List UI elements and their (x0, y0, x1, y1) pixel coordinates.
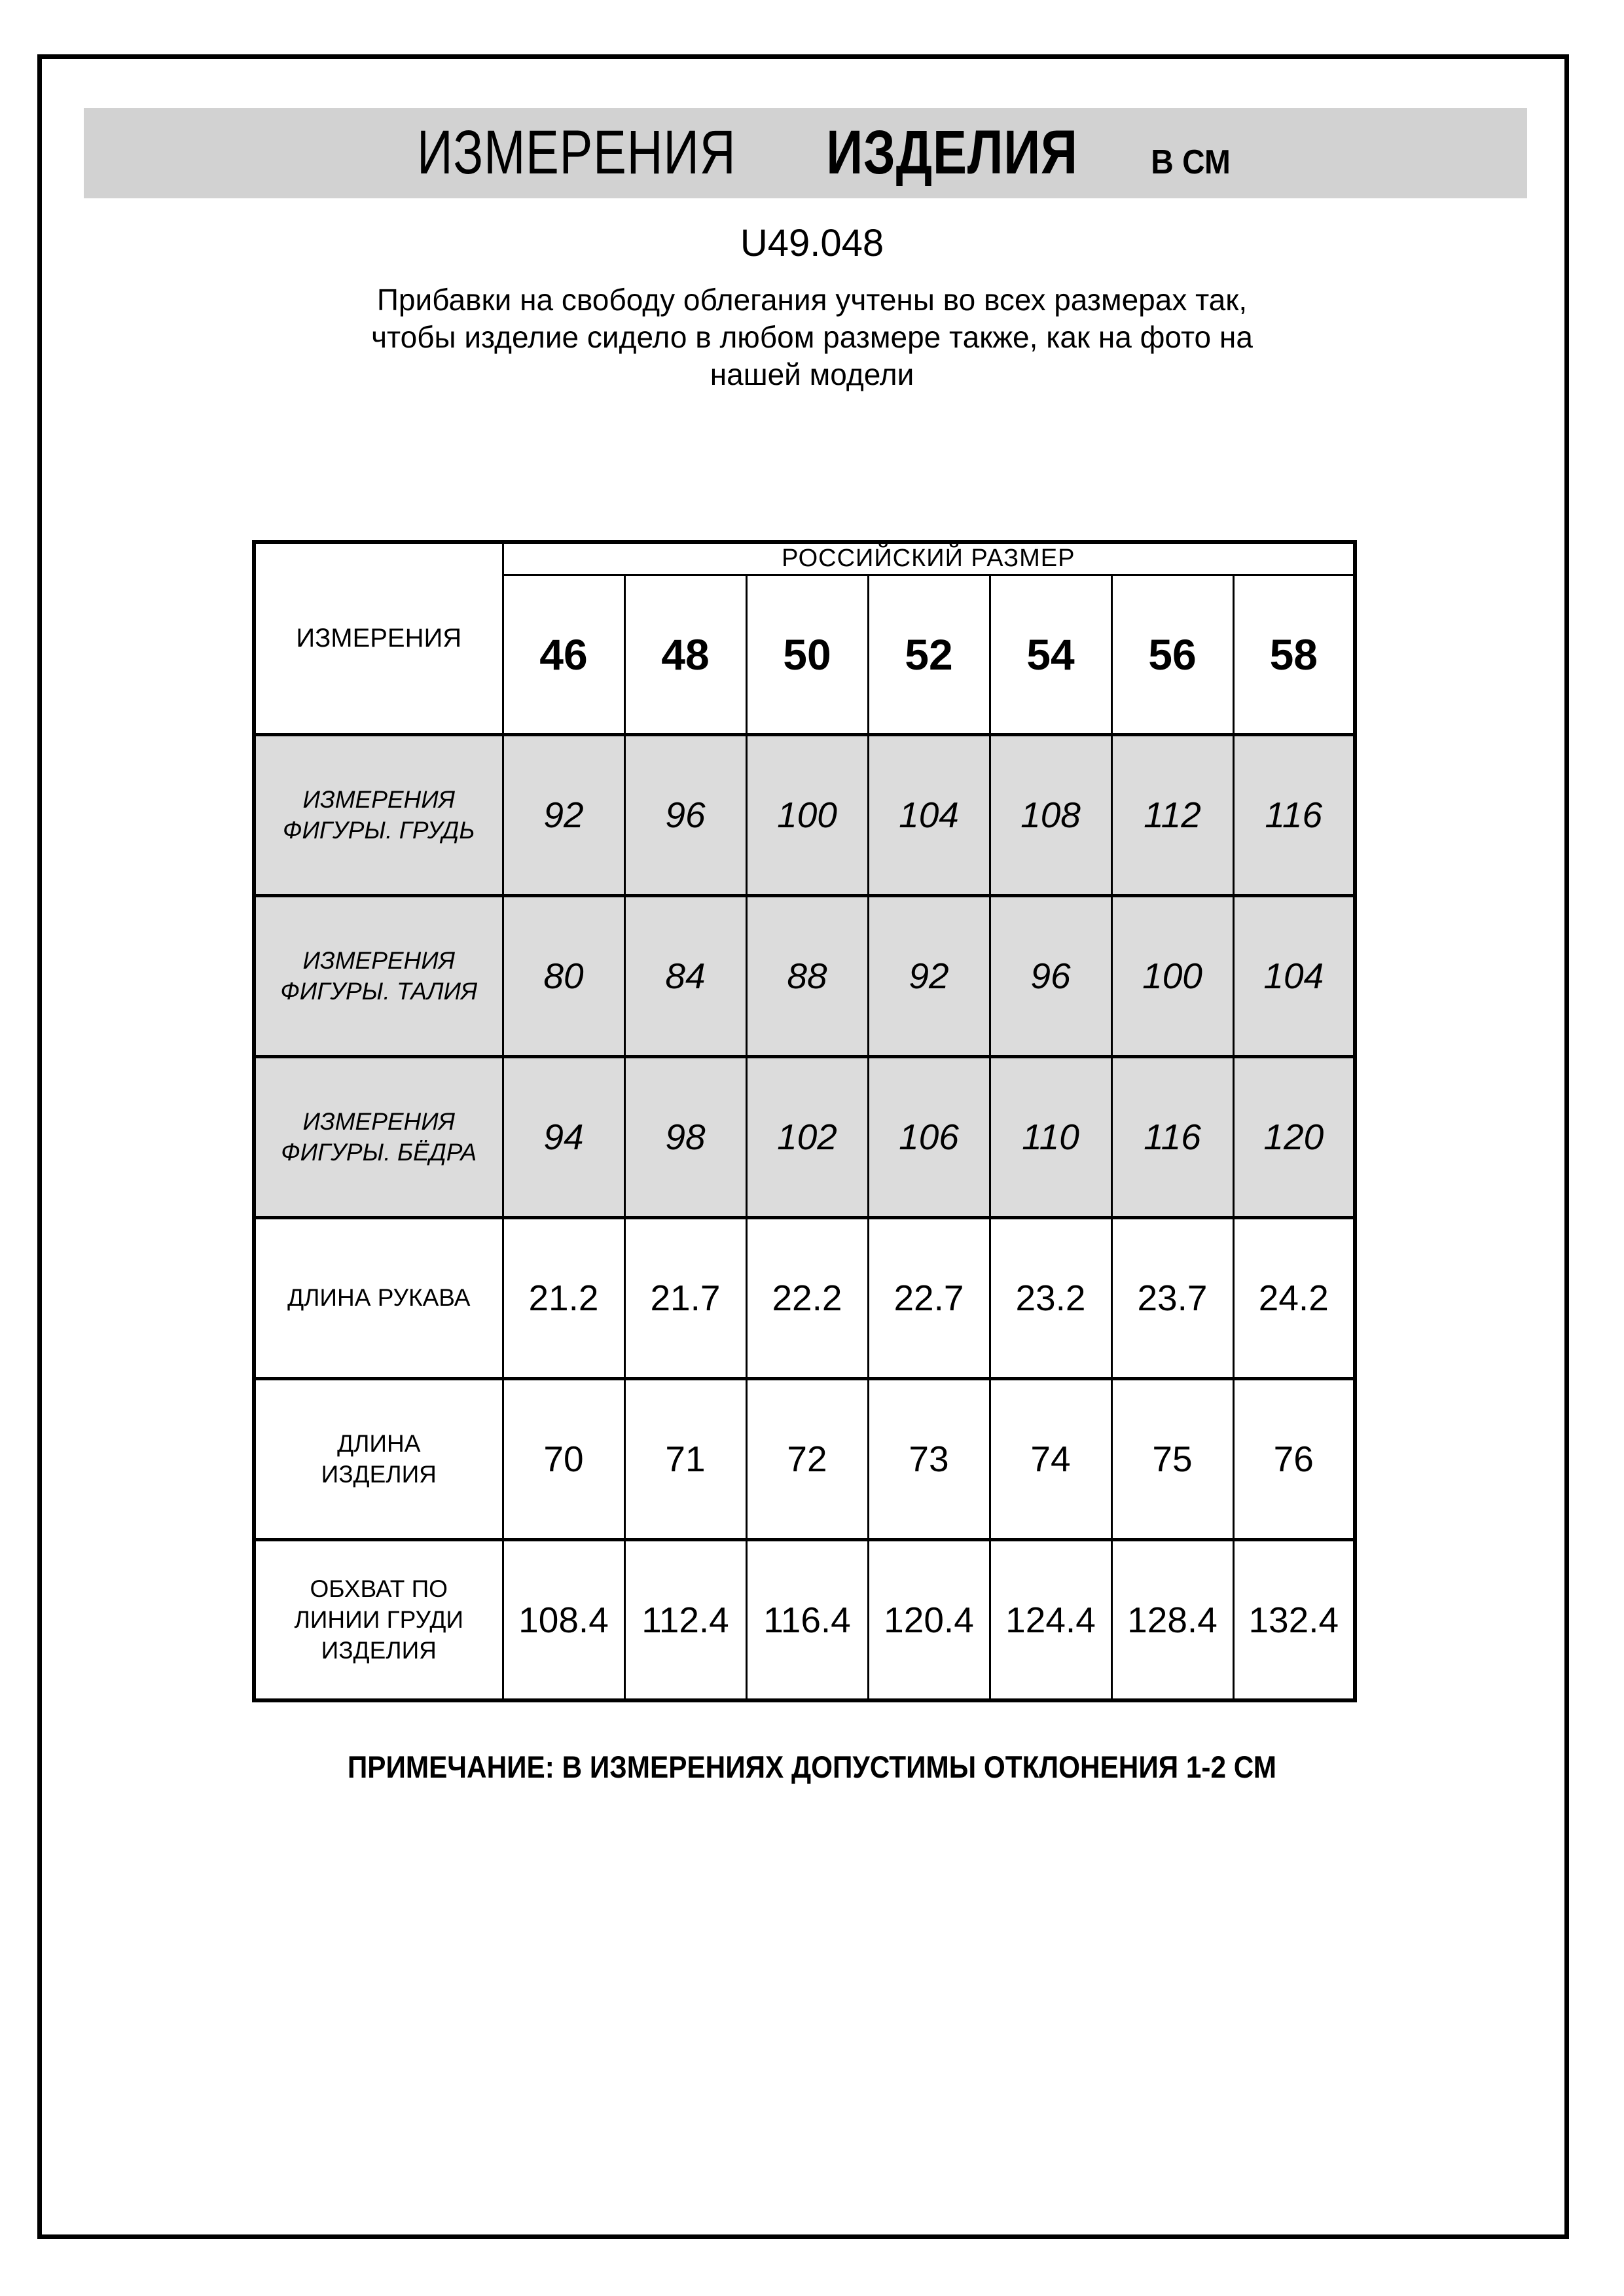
measurement-value: 74 (990, 1378, 1111, 1539)
measurement-row (254, 1056, 1355, 1217)
measurement-row (254, 1539, 1355, 1700)
measurement-row-label: ДЛИНА РУКАВА (254, 1217, 503, 1378)
measurement-value: 110 (990, 1056, 1111, 1217)
size-group-header: РОССИЙСКИЙ РАЗМЕР (503, 542, 1355, 575)
measurement-value: 71 (624, 1378, 746, 1539)
size-header-48: 48 (624, 575, 746, 734)
measurement-value: 116 (1233, 734, 1355, 895)
measurement-value: 100 (1111, 895, 1233, 1056)
measurement-value: 22.2 (746, 1217, 868, 1378)
measurement-value: 21.2 (503, 1217, 624, 1378)
measurement-value: 76 (1233, 1378, 1355, 1539)
measurement-value: 75 (1111, 1378, 1233, 1539)
measurement-row (254, 1217, 1355, 1378)
article-code: U49.048 (740, 222, 884, 264)
measurement-value: 23.2 (990, 1217, 1111, 1378)
measurement-row-label: ОБХВАТ ПО ЛИНИИ ГРУДИ ИЗДЕЛИЯ (254, 1539, 503, 1700)
measurement-value: 132.4 (1233, 1539, 1355, 1700)
size-header-46: 46 (503, 575, 624, 734)
measurement-value: 73 (868, 1378, 990, 1539)
measurement-value: 72 (746, 1378, 868, 1539)
measurement-value: 70 (503, 1378, 624, 1539)
measurement-value: 120 (1233, 1056, 1355, 1217)
measurement-value: 92 (503, 734, 624, 895)
measurement-row-label: ИЗМЕРЕНИЯ ФИГУРЫ. БЁДРА (254, 1056, 503, 1217)
title-bar (84, 108, 1527, 198)
measurement-row-label: ДЛИНА ИЗДЕЛИЯ (254, 1378, 503, 1539)
measurement-row-label: ИЗМЕРЕНИЯ ФИГУРЫ. ТАЛИЯ (254, 895, 503, 1056)
description-line: Прибавки на свободу облегания учтены во всех размерах так, (376, 283, 1248, 317)
title-measurements: ИЗМЕРЕНИЯ (417, 118, 736, 187)
measurement-value: 80 (503, 895, 624, 1056)
measurement-value: 112.4 (624, 1539, 746, 1700)
measurement-value: 84 (624, 895, 746, 1056)
measurement-value: 112 (1111, 734, 1233, 895)
measurement-value: 98 (624, 1056, 746, 1217)
size-header-50: 50 (746, 575, 868, 734)
size-header-54: 54 (990, 575, 1111, 734)
measurement-value: 92 (868, 895, 990, 1056)
size-table (252, 540, 1357, 1702)
measurement-value: 22.7 (868, 1217, 990, 1378)
description-line: нашей модели (710, 357, 914, 391)
measurement-value: 116 (1111, 1056, 1233, 1217)
corner-label: ИЗМЕРЕНИЯ (254, 542, 503, 734)
measurement-value: 108 (990, 734, 1111, 895)
measurement-value: 124.4 (990, 1539, 1111, 1700)
measurement-value: 104 (1233, 895, 1355, 1056)
size-group-row (254, 542, 1355, 575)
tolerance-note-text: ПРИМЕЧАНИЕ: В ИЗМЕРЕНИЯХ ДОПУСТИМЫ ОТКЛОНЕНИЯ 1-2 СМ (347, 1749, 1277, 1784)
measurement-value: 24.2 (1233, 1217, 1355, 1378)
measurement-value: 100 (746, 734, 868, 895)
measurement-value: 128.4 (1111, 1539, 1233, 1700)
measurement-value: 102 (746, 1056, 868, 1217)
measurement-value: 106 (868, 1056, 990, 1217)
measurement-value: 108.4 (503, 1539, 624, 1700)
measurement-value: 21.7 (624, 1217, 746, 1378)
measurement-row (254, 895, 1355, 1056)
size-header-58: 58 (1233, 575, 1355, 734)
measurement-value: 104 (868, 734, 990, 895)
measurement-value: 120.4 (868, 1539, 990, 1700)
description-line: чтобы изделие сидело в любом размере также, как на фото на (371, 320, 1253, 354)
measurement-value: 94 (503, 1056, 624, 1217)
measurement-row-label: ИЗМЕРЕНИЯ ФИГУРЫ. ГРУДЬ (254, 734, 503, 895)
measurement-value: 23.7 (1111, 1217, 1233, 1378)
size-header-56: 56 (1111, 575, 1233, 734)
measurement-value: 96 (990, 895, 1111, 1056)
measurement-row (254, 1378, 1355, 1539)
tolerance-note (0, 1749, 1624, 1785)
measurement-value: 116.4 (746, 1539, 868, 1700)
title-units: В СМ (1150, 143, 1231, 181)
measurement-value: 96 (624, 734, 746, 895)
measurement-row (254, 734, 1355, 895)
size-header-52: 52 (868, 575, 990, 734)
measurement-value: 88 (746, 895, 868, 1056)
fit-description (0, 281, 1624, 393)
title-product: ИЗДЕЛИЯ (825, 118, 1078, 187)
